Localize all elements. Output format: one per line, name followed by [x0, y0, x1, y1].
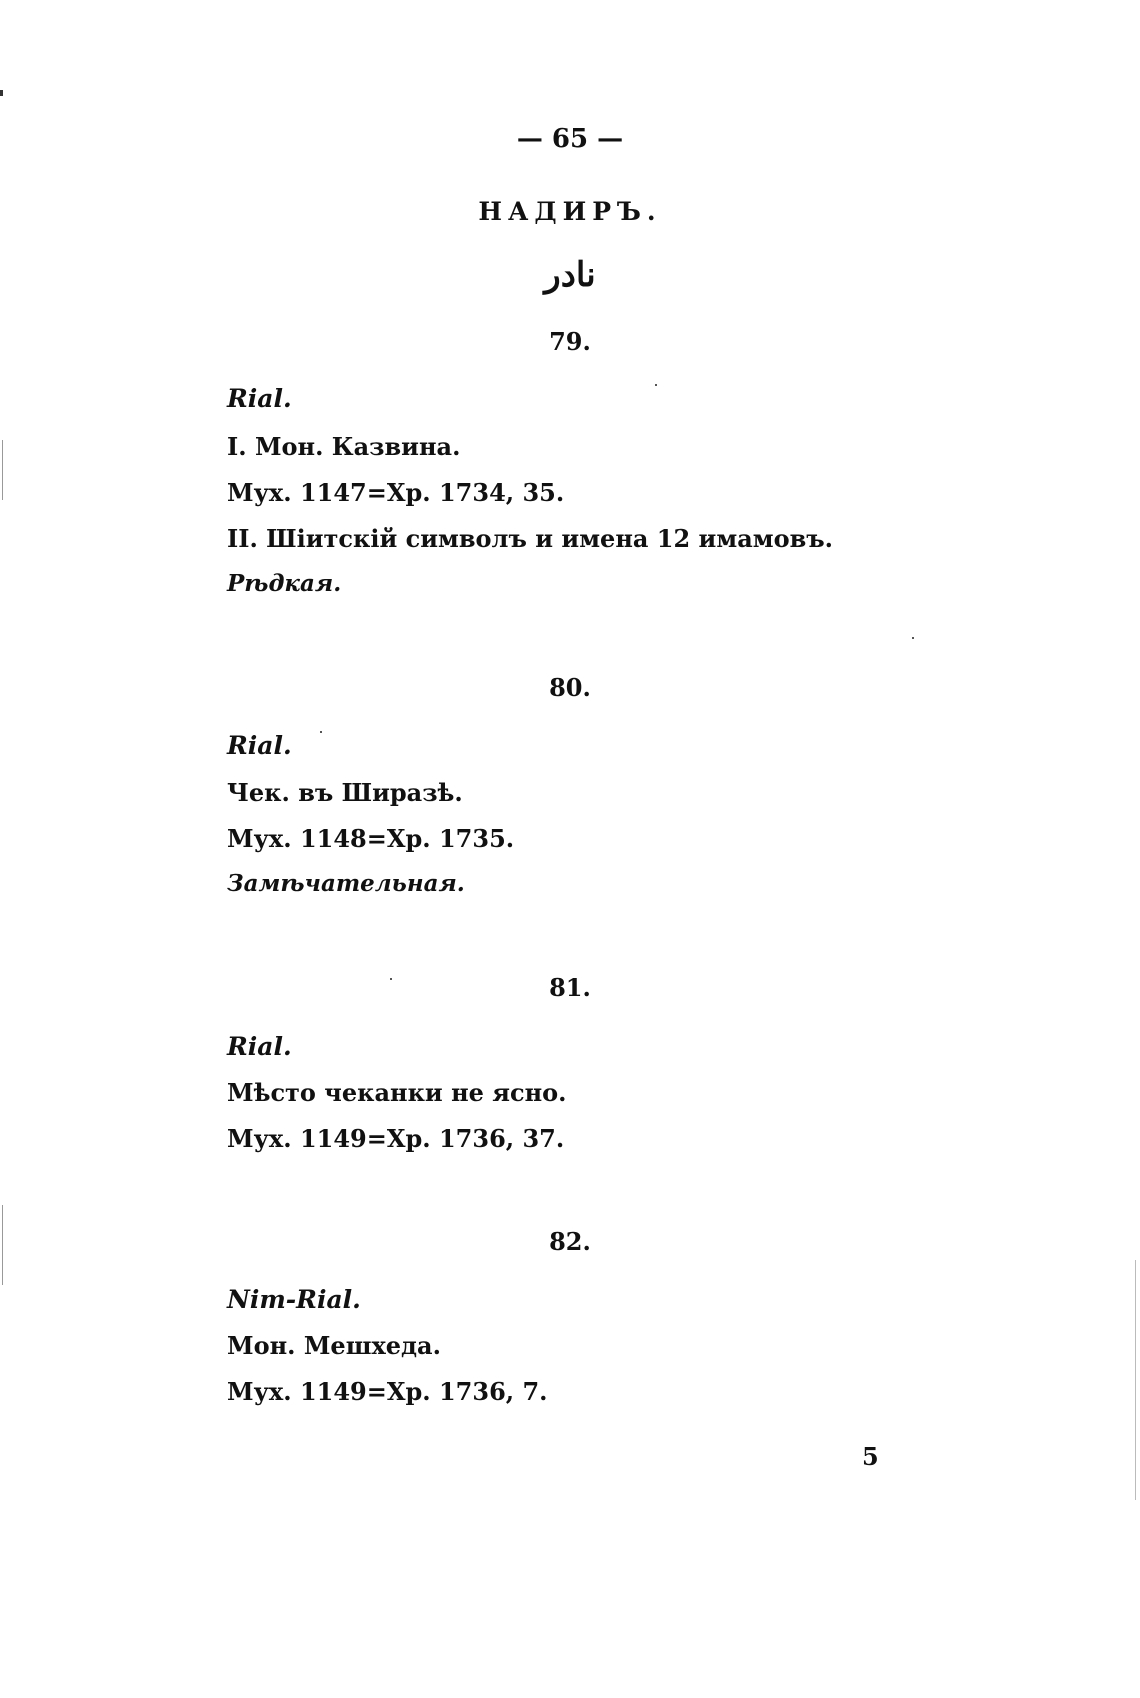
- scan-artifact: [2, 1205, 3, 1285]
- scan-artifact: [0, 90, 3, 96]
- rarity-note: Рѣдкая.: [227, 570, 342, 597]
- signature-mark: 5: [862, 1442, 879, 1471]
- entry-line: Чек. въ Ширазѣ.: [227, 778, 463, 807]
- entry-line: Мѣсто чеканки не ясно.: [227, 1078, 567, 1107]
- entry-number: 80.: [549, 673, 591, 702]
- section-title: НАДИРЪ.: [478, 197, 662, 226]
- rarity-note: Замѣчательная.: [227, 870, 465, 897]
- scan-artifact: [912, 637, 914, 639]
- entry-line: Мух. 1149=Хр. 1736, 37.: [227, 1124, 565, 1153]
- denomination: Nim-Rial.: [227, 1285, 361, 1314]
- entry-line: Мух. 1148=Хр. 1735.: [227, 824, 515, 853]
- entry-line: Мух. 1147=Хр. 1734, 35.: [227, 478, 565, 507]
- entry-line: Мух. 1149=Хр. 1736, 7.: [227, 1377, 548, 1406]
- entry-number: 79.: [549, 327, 591, 356]
- entry-number: 82.: [549, 1227, 591, 1256]
- entry-line: II. Шіитскій символъ и имена 12 имамовъ.: [227, 524, 834, 553]
- entry-number: 81.: [549, 973, 591, 1002]
- page-number: — 65 —: [516, 124, 624, 154]
- entry-line: Мон. Мешхеда.: [227, 1331, 441, 1360]
- entry-line: I. Мон. Казвина.: [227, 432, 461, 461]
- denomination: Rial.: [227, 731, 292, 760]
- scan-artifact: [655, 384, 657, 386]
- scan-artifact: [320, 731, 322, 733]
- scan-artifact: [390, 978, 392, 980]
- denomination: Rial.: [227, 384, 292, 413]
- denomination: Rial.: [227, 1032, 292, 1061]
- arabic-name: نادر: [544, 255, 596, 295]
- scan-artifact: [2, 440, 3, 500]
- scan-artifact: [1135, 1260, 1136, 1500]
